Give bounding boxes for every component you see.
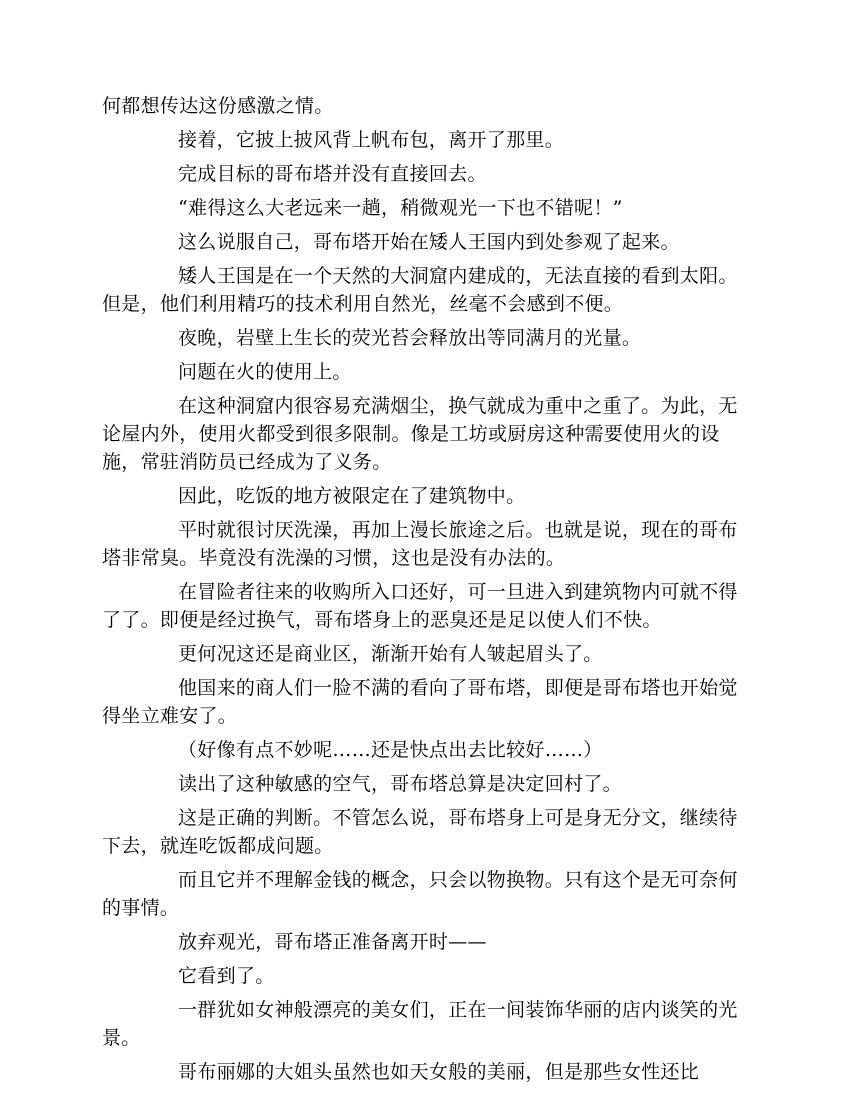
paragraph: 在这种洞窟内很容易充满烟尘，换气就成为重中之重了。为此，无论屋内外，使用火都受到很多限制。像是工坊或厨房这种需要使用火的设施，常驻消防员已经成为了义务。 — [102, 395, 738, 473]
paragraph: 更何况这还是商业区，渐渐开始有人皱起眉头了。 — [178, 643, 603, 665]
paragraph: “难得这么大老远来一趟，稍微观光一下也不错呢！” — [178, 197, 623, 219]
paragraph: 一群犹如女神般漂亮的美女们，正在一间装饰华丽的店内谈笑的光景。 — [102, 999, 738, 1049]
paragraph: 接着，它披上披风背上帆布包，离开了那里。 — [178, 129, 565, 151]
paragraph: 这么说服自己，哥布塔开始在矮人王国内到处参观了起来。 — [178, 231, 680, 253]
document-page — [102, 92, 752, 1092]
paragraph: 在冒险者往来的收购所入口还好，可一旦进入到建筑物内可就不得了了。即便是经过换气，哥布塔身上的恶臭还是足以使人们不快。 — [102, 581, 738, 631]
paragraph: 因此，吃饭的地方被限定在了建筑物中。 — [178, 485, 526, 507]
paragraph: 它看到了。 — [178, 965, 275, 987]
paragraph: 他国来的商人们一脸不满的看向了哥布塔，即便是哥布塔也开始觉得坐立难安了。 — [102, 677, 738, 727]
paragraph: 而且它并不理解金钱的概念，只会以物换物。只有这个是无可奈何的事情。 — [102, 869, 738, 919]
paragraph: 夜晚，岩壁上生长的荧光苔会释放出等同满月的光量。 — [178, 327, 642, 349]
paragraph: 哥布丽娜的大姐头虽然也如天女般的美丽，但是那些女性还比 — [178, 1061, 700, 1083]
paragraph: 何都想传达这份感激之情。 — [102, 95, 334, 117]
paragraph: 读出了这种敏感的空气，哥布塔总算是决定回村了。 — [178, 773, 622, 795]
paragraph: 放弃观光，哥布塔正准备离开时—— — [178, 931, 487, 953]
paragraph: 完成目标的哥布塔并没有直接回去。 — [178, 163, 487, 185]
paragraph: （好像有点不妙呢……还是快点出去比较好……） — [178, 739, 603, 761]
paragraph: 问题在火的使用上。 — [178, 361, 352, 383]
paragraph: 平时就很讨厌洗澡，再加上漫长旅途之后。也就是说，现在的哥布塔非常臭。毕竟没有洗澡的习惯，这也是没有办法的。 — [102, 519, 738, 569]
paragraph: 这是正确的判断。不管怎么说，哥布塔身上可是身无分文，继续待下去，就连吃饭都成问题。 — [102, 807, 738, 857]
paragraph: 矮人王国是在一个天然的大洞窟内建成的，无法直接的看到太阳。但是，他们利用精巧的技术利用自然光，丝毫不会感到不便。 — [102, 265, 738, 315]
